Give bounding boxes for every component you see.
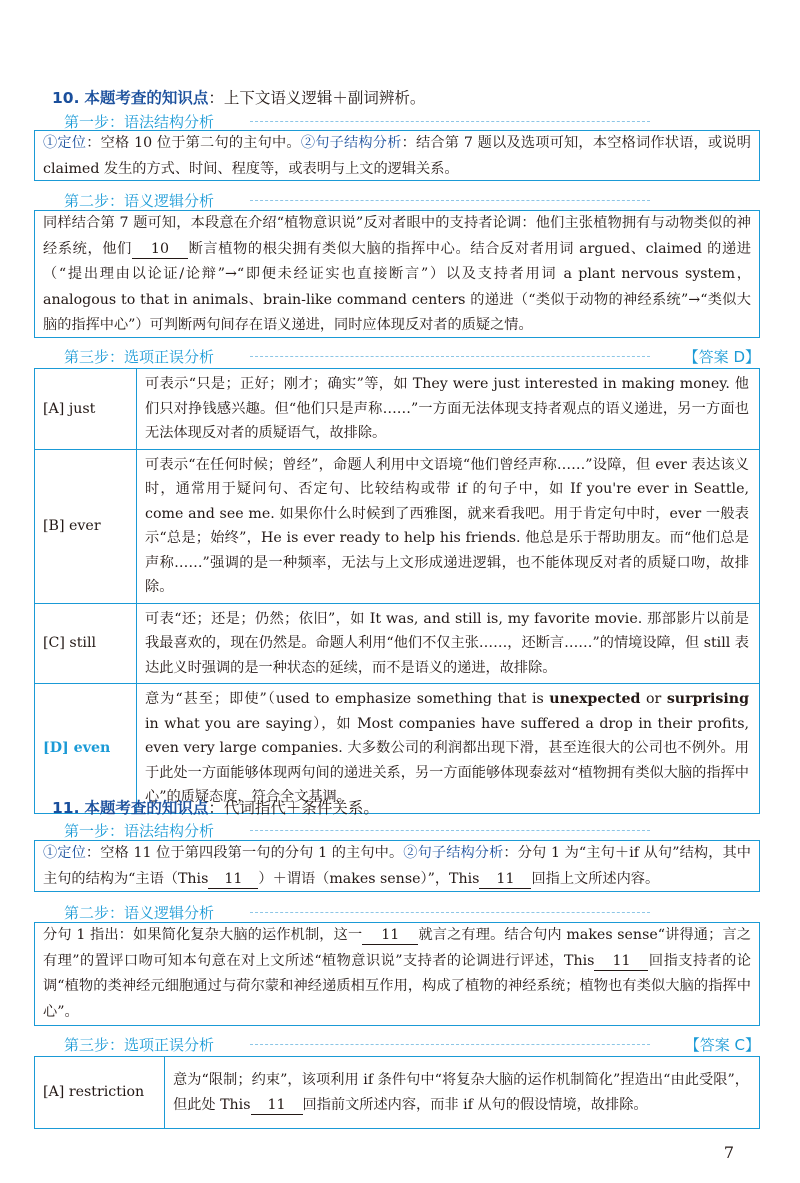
option-row-a: [35, 369, 760, 450]
blank-11: 11: [362, 926, 418, 945]
locate-label: ①定位: [43, 845, 86, 861]
q10-number: 10.: [52, 89, 80, 107]
structure-text-c: 回指上文所述内容。: [531, 870, 660, 887]
q11-options-table: [34, 1056, 760, 1129]
q10-title: [52, 86, 425, 108]
def-text: or: [640, 691, 667, 707]
divider: [250, 121, 650, 122]
locate-text: ：空格 11 位于第四段第一句的分句 1 的主句中。: [85, 845, 404, 861]
divider: [250, 830, 650, 831]
blank-11: 11: [208, 870, 258, 889]
blank-11: 11: [479, 870, 531, 889]
q11-step1-heading: 第一步：语法结构分析: [64, 822, 215, 840]
logic-text-b: 断言植物的根尖拥有类似大脑的指挥中心。结合反对者用词 argued、claimed 的递进（“提出理由以论证/论辩”→“即便未经证实也直接断言”）以及支持者用词 a plant nervous system，analogous to that in animals、brain-like command centers 的递进（“类似于动物的神经系统”→“类似大脑的指挥中心”）可判断两句间存在语义递进，同时应体现反对者的质疑之情。: [43, 240, 751, 333]
q11-title: [52, 796, 379, 818]
option-row-c: [35, 603, 760, 684]
q11-step3-heading: 第三步：选项正误分析: [64, 1036, 215, 1054]
q10-title-label: 本题考查的知识点: [84, 89, 209, 107]
q11-step2-heading: 第二步：语义逻辑分析: [64, 904, 215, 922]
logic-text-b: 就言之有理。结合句内 makes sense“讲得通；言之有理”的置评口吻可知本句意在对上文所述“植物意识说”支持者的论调进行评述，This: [43, 927, 751, 969]
option-row-b: [35, 449, 760, 603]
option-row-a: [35, 1057, 760, 1129]
structure-text: ：结合第 7 题以及选项可知，本空格词作状语，或说明 claimed 发生的方式、时间、程度等，或表明与上文的逻辑关系。: [43, 135, 751, 177]
option-explanation: 可表示“只是；正好；刚才；确实”等，如 They were just interested in making money. 他们只对挣钱感兴趣。但“他们只是声称……”一方面无法体现支持者观点的语义递进，另一方面也无法体现反对者的质疑语气，故排除。: [137, 369, 760, 450]
option-key: [A] just: [35, 369, 137, 450]
option-explanation: 可表“还；还是；仍然；依旧”，如 It was, and still is, my favorite movie. 那部影片以前是我最喜欢的，现在仍然是。命题人利用“他们不仅主张……，还断言……”的情境设障，但 still 表达此义时强调的是一种状态的延续，而不是语义的递进，故排除。: [137, 603, 760, 684]
q10-step1-heading: 第一步：语法结构分析: [64, 113, 215, 131]
locate-label: ①定位: [43, 135, 87, 151]
logic-text-c: 回指支持者的论调“植物的类神经元细胞通过与荷尔蒙和神经递质相互作用，构成了植物的神经系统；植物也有类似大脑的指挥中心”。: [43, 952, 751, 1020]
logic-text-a: 同样结合第 7 题可知，本段意在介绍“植物意识说”反对者眼中的支持者论调：他们主张植物拥有与动物类似的神经系统，他们: [43, 215, 751, 257]
page-number: 7: [723, 1143, 734, 1162]
q10-answer: 【答案 D】: [683, 348, 760, 366]
option-text-b: 回指前文所述内容，而非 if 从句的假设情境，故排除。: [302, 1096, 648, 1113]
q11-title-text: ：代词指代＋条件关系。: [208, 799, 379, 817]
structure-label: ②句子结构分析: [403, 845, 504, 861]
option-explanation: 可表示“在任何时候；曾经”，命题人利用中文语境“他们曾经声称……”设障，但 ever 表达该义时，通常用于疑问句、否定句、比较结构或带 if 的句子中，如 If you're ever in Seattle, come and see me. 如果你什么时候到了西雅图，就来看我吧。用于肯定句中时，ever 一般表示“总是；始终”，He is ever ready to help his friends. 他总是乐于帮助朋友。而“他们总是声称……”强调的是一种频率，无法与上文形成递进逻辑，也不能体现反对者的质疑口吻，故排除。: [137, 449, 760, 603]
option-text-a: 意为“限制；约束”，该项利用 if 条件句中“将复杂大脑的运作机制简化”捏造出“由此受限”，但此处 This: [173, 1072, 749, 1113]
divider: [250, 200, 650, 201]
blank-11: 11: [594, 952, 648, 971]
option-row-d: [35, 684, 760, 814]
def-text: in what you are saying），如 Most companies have suffered a drop in their profits, even very large companies. 大多数公司的利润都出现下滑，甚至连很大的公司也不例外。用于此处一方面能够体现两句间的递进关系，另一方面能够体现泰兹对“植物拥有类似大脑的指挥中心”的质疑态度，符合全文基调。: [145, 715, 749, 805]
option-key: [C] still: [35, 603, 137, 684]
option-explanation: [137, 684, 760, 814]
divider: [250, 356, 650, 357]
structure-text-b: ）＋谓语（makes sense）”，This: [258, 870, 480, 887]
option-key: [B] ever: [35, 449, 137, 603]
q11-answer: 【答案 C】: [684, 1036, 760, 1054]
option-explanation: [165, 1057, 760, 1129]
locate-text: ：空格 10 位于第二句的主句中。: [86, 135, 301, 151]
option-key-correct: [D] even: [35, 684, 137, 814]
q10-options-table: [34, 368, 760, 814]
q10-step2-heading: 第二步：语义逻辑分析: [64, 192, 215, 210]
q11-grammar-box: [34, 840, 760, 892]
q10-title-text: ：上下文语义逻辑＋副词辨析。: [208, 89, 426, 107]
divider: [250, 912, 650, 913]
structure-label: ②句子结构分析: [300, 135, 402, 151]
structure-text-a: ：分句 1 为“主句＋if 从句”结构，其中主句的结构为“主语（This: [43, 845, 751, 887]
blank-10: 10: [132, 240, 188, 259]
q10-step3-heading: 第三步：选项正误分析: [64, 348, 215, 366]
blank-11: 11: [251, 1096, 303, 1115]
divider: [250, 1044, 650, 1045]
def-bold: unexpected: [549, 691, 641, 707]
q11-logic-box: [34, 922, 760, 1026]
def-text: 意为“甚至；即使”（used to emphasize something that is: [145, 691, 550, 707]
q10-logic-box: [34, 210, 760, 338]
def-bold: surprising: [666, 691, 749, 707]
option-key: [A] restriction: [35, 1057, 165, 1129]
q11-title-label: 本题考查的知识点: [84, 799, 209, 817]
q10-grammar-box: [34, 130, 760, 181]
logic-text-a: 分句 1 指出：如果简化复杂大脑的运作机制，这一: [43, 927, 363, 943]
q11-number: 11.: [52, 799, 80, 817]
